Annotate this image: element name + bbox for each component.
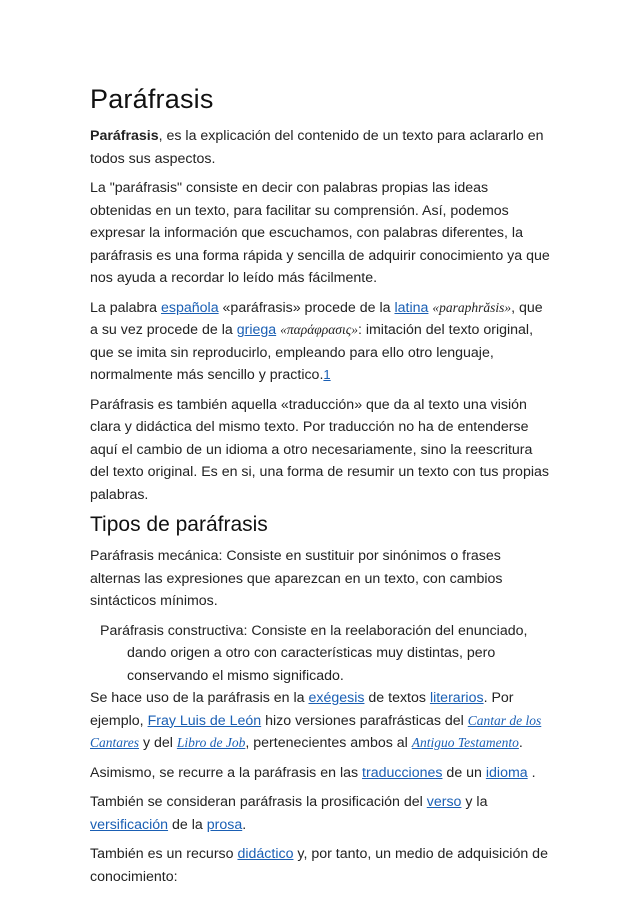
document-page [90,72,550,895]
link-idioma[interactable]: idioma [485,764,528,781]
paragraph-etymology [90,297,550,387]
link-literarios[interactable]: literarios [429,690,484,706]
paragraph-prosificacion [90,791,550,836]
paragraph-didactico [90,843,550,888]
reference-link[interactable]: 1 [323,367,331,382]
link-prosa[interactable]: prosa [206,816,243,833]
text: . [242,816,247,833]
text: Se hace uso de la paráfrasis en la [90,690,309,706]
text: de un [442,764,486,781]
paragraph-translation: Paráfrasis es también aquella «traducción» que da al texto una visión clara y didáctica del mismo texto. Por traducción no ha de entenderse aquí el cambio de un idioma a otro necesariamente, sino la reescritura del texto original. Es en si, una forma de resumir un texto con tus propias palabras. [90,396,549,503]
paragraph-exegesis [90,687,550,755]
text: y la [461,794,488,810]
paragraph-explanation: La "paráfrasis" consiste en decir con palabras propias las ideas obtenidas en un texto, para facilitar su comprensión. Así, podemos expresar la información que escuchamos, con palabras diferentes, la paráfrasis es una forma rápida y sencilla de adquirir conocimiento ya que nos ayuda a recordar lo leído más fácilmente. [90,180,550,286]
link-versificacion[interactable]: versificación [90,816,169,833]
term-bold: Paráfrasis [90,128,159,144]
text: : imitación del texto original, que se imita sin reproducirlo, empleando para ello otro lenguaje, normalmente más sencillo y practico. [90,322,534,383]
section-heading: Tipos de paráfrasis [90,513,268,536]
link-traducciones[interactable]: traducciones [362,764,443,781]
page-title: Paráfrasis [90,84,214,114]
definition-text: , es la explicación del contenido de un texto para aclararlo en todos sus aspectos. [90,128,544,167]
link-latina[interactable]: latina [394,299,429,316]
text: de textos [364,690,430,706]
latin-word: «paraphrăsis» [432,299,512,315]
paragraph-traducciones [90,762,550,785]
text: y, por tanto, un medio de adquisición de conocimiento: [90,846,548,885]
link-verso[interactable]: verso [426,794,462,810]
text: . [527,764,536,781]
link-espanola[interactable]: española [161,299,219,316]
text: hizo versiones parafrásticas del [261,712,468,729]
greek-word: «παράφρασις» [280,322,358,337]
text: La palabra [90,299,161,316]
text: , pertenecientes ambos al [245,735,412,751]
paragraph-definition [90,125,550,170]
link-didactico[interactable]: didáctico [237,846,294,862]
text: . [518,735,523,751]
link-griega[interactable]: griega [236,322,277,338]
text: También se consideran paráfrasis la prosificación del [90,794,427,810]
link-exegesis[interactable]: exégesis [308,690,365,706]
text: , que a su vez procede de la [90,299,543,338]
text: y del [139,735,177,751]
text: Asimismo, se recurre a la paráfrasis en las [90,764,363,781]
text: . Por ejemplo, [90,690,514,729]
text: «paráfrasis» procede de la [218,299,395,316]
text: También es un recurso [90,846,238,862]
paragraph-mechanical: Paráfrasis mecánica: Consiste en sustituir por sinónimos o frases alternas las expresiones que aparezcan en un texto, con cambios sintácticos mínimos. [90,548,503,609]
text: de la [168,816,207,833]
link-fray-luis[interactable]: Fray Luis de León [147,712,262,729]
link-antiguo-testamento[interactable]: Antiguo Testamento [411,735,519,750]
link-libro-job[interactable]: Libro de Job [176,735,246,750]
paragraph-constructive: Paráfrasis constructiva: Consiste en la reelaboración del enunciado, dando origen a otro con características muy distintas, pero conservando el mismo significado. [100,622,528,684]
link-cantar[interactable]: Cantar de los Cantares [90,712,542,750]
